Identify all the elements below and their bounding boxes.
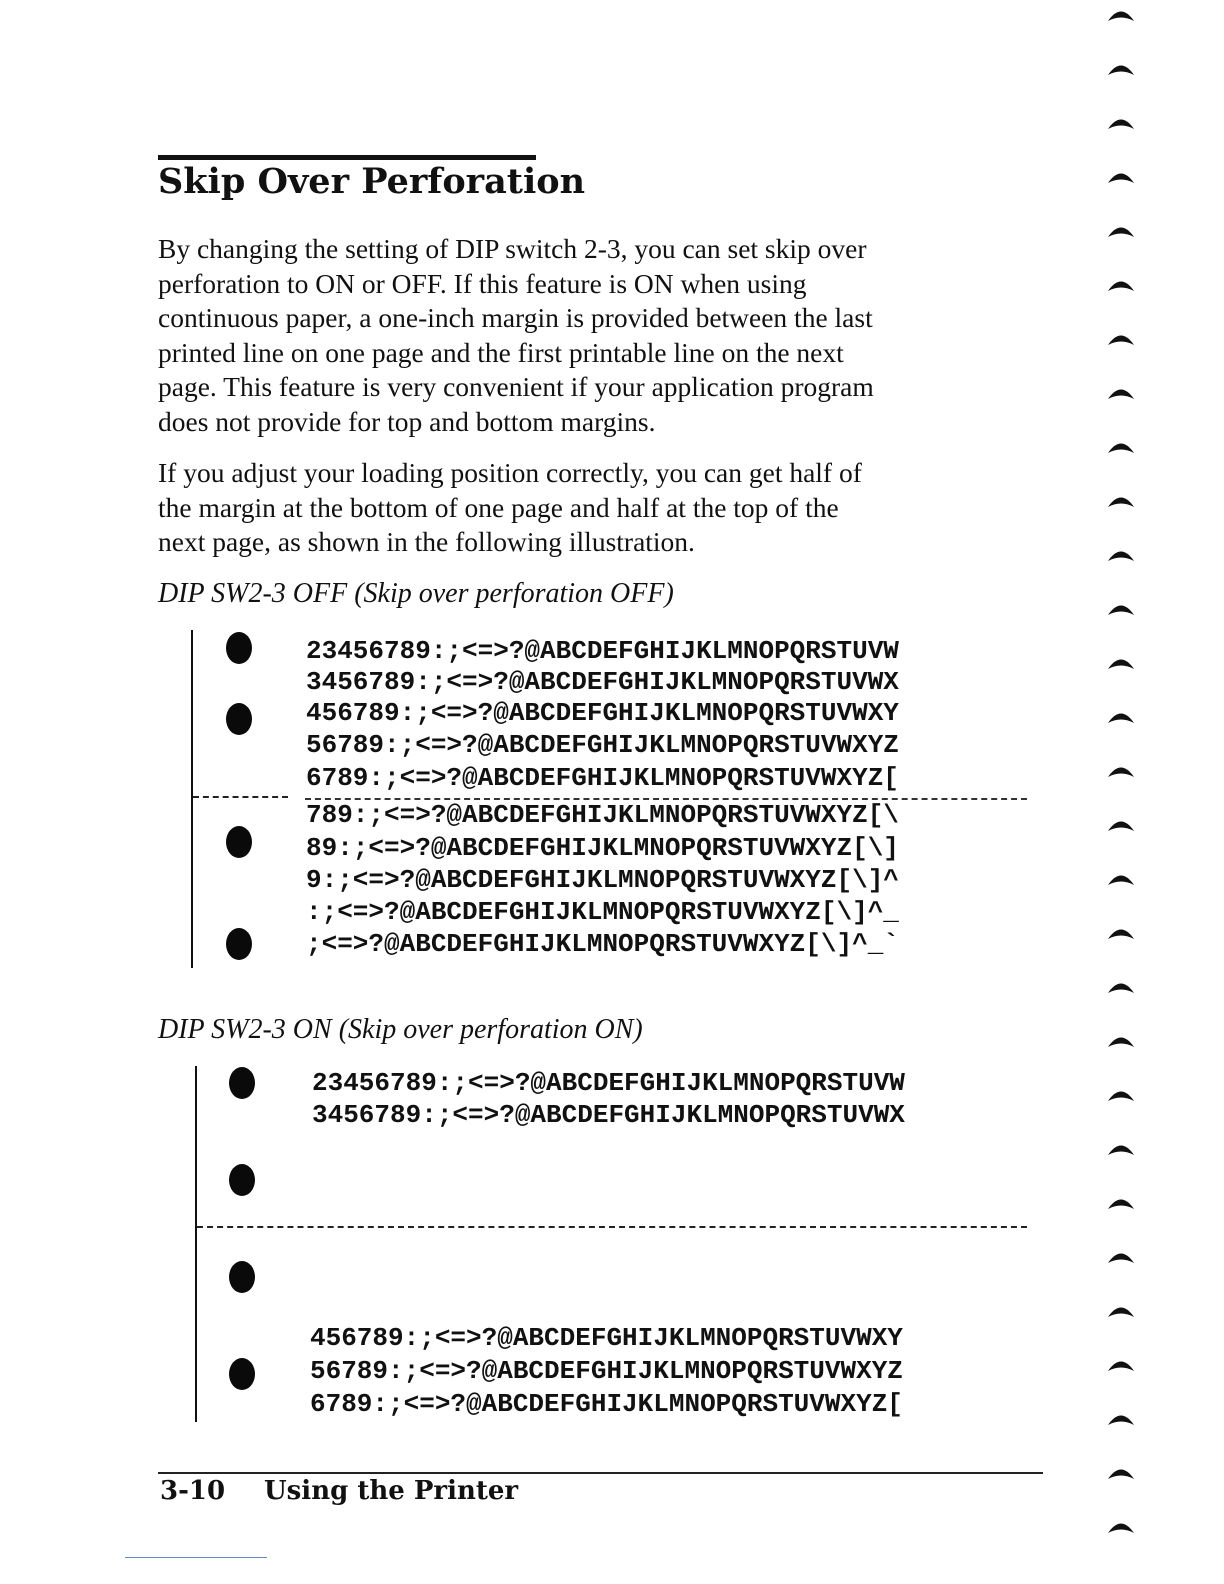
paragraph-loading-position: [158, 456, 1028, 560]
binding-hole-icon: [1106, 1302, 1136, 1320]
binding-hole-icon: [1106, 978, 1136, 996]
print-sample-line: 89:;<=>?@ABCDEFGHIJKLMNOPQRSTUVWXYZ[\]: [306, 833, 899, 863]
scan-artifact-line: [125, 1557, 267, 1558]
binding-hole-icon: [1106, 870, 1136, 888]
binding-hole-icon: [1106, 438, 1136, 456]
binding-hole-icon: [1106, 1356, 1136, 1374]
tractor-hole-icon: [226, 703, 252, 735]
binding-hole-icon: [1106, 816, 1136, 834]
print-sample-line: 56789:;<=>?@ABCDEFGHIJKLMNOPQRSTUVWXYZ: [310, 1356, 903, 1386]
paragraph-line: continuous paper, a one-inch margin is provided between the last: [158, 302, 873, 333]
print-sample-line: 23456789:;<=>?@ABCDEFGHIJKLMNOPQRSTUVW: [312, 1068, 905, 1098]
tractor-hole-icon: [226, 632, 252, 664]
binding-hole-icon: [1106, 60, 1136, 78]
binding-hole-icon: [1106, 1248, 1136, 1266]
paragraph-line: the margin at the bottom of one page and half at the top of the: [158, 491, 839, 523]
binding-hole-icon: [1106, 1518, 1136, 1536]
figure-caption-on: DIP SW2-3 ON (Skip over perforation ON): [158, 1014, 643, 1045]
paragraph-dip-switch: [158, 232, 1028, 439]
binding-hole-icon: [1106, 708, 1136, 726]
binding-hole-icon: [1106, 654, 1136, 672]
page-footer: [160, 1474, 518, 1508]
binding-hole-icon: [1106, 1086, 1136, 1104]
binding-hole-icon: [1106, 762, 1136, 780]
page-number: 3-10: [160, 1476, 226, 1506]
print-sample-line: ;<=>?@ABCDEFGHIJKLMNOPQRSTUVWXYZ[\]^_`: [306, 929, 899, 959]
print-sample-line: 6789:;<=>?@ABCDEFGHIJKLMNOPQRSTUVWXYZ[: [310, 1389, 903, 1419]
binding-hole-icon: [1106, 600, 1136, 618]
paragraph-line: By changing the setting of DIP switch 2-3, you can set skip over: [158, 233, 867, 264]
paragraph-line: does not provide for top and bottom margins.: [158, 405, 656, 437]
tractor-hole-icon: [226, 928, 252, 960]
binding-hole-icon: [1106, 1464, 1136, 1482]
print-sample-line: 3456789:;<=>?@ABCDEFGHIJKLMNOPQRSTUVWX: [306, 667, 899, 697]
print-sample-line: 9:;<=>?@ABCDEFGHIJKLMNOPQRSTUVWXYZ[\]^: [306, 865, 899, 895]
print-sample-line: 456789:;<=>?@ABCDEFGHIJKLMNOPQRSTUVWXY: [306, 698, 899, 728]
paragraph-line: If you adjust your loading position correctly, you can get half of: [158, 457, 862, 488]
tractor-hole-icon: [229, 1067, 255, 1099]
tractor-hole-icon: [229, 1358, 255, 1390]
print-sample-line: :;<=>?@ABCDEFGHIJKLMNOPQRSTUVWXYZ[\]^_: [306, 897, 899, 927]
figure-caption-off: DIP SW2-3 OFF (Skip over perforation OFF): [158, 578, 674, 609]
paragraph-line: perforation to ON or OFF. If this feature is ON when using: [158, 267, 807, 299]
binding-hole-icon: [1106, 114, 1136, 132]
binding-hole-icon: [1106, 1032, 1136, 1050]
print-sample-line: 456789:;<=>?@ABCDEFGHIJKLMNOPQRSTUVWXY: [310, 1323, 903, 1353]
tractor-hole-icon: [226, 826, 252, 858]
paper-edge-line: [191, 630, 193, 968]
binding-hole-icon: [1106, 222, 1136, 240]
tractor-hole-icon: [229, 1164, 255, 1196]
binding-hole-icon: [1106, 924, 1136, 942]
print-sample-line: 56789:;<=>?@ABCDEFGHIJKLMNOPQRSTUVWXYZ: [306, 730, 899, 760]
print-sample-line: 23456789:;<=>?@ABCDEFGHIJKLMNOPQRSTUVW: [306, 636, 899, 666]
print-sample-line: 789:;<=>?@ABCDEFGHIJKLMNOPQRSTUVWXYZ[\: [306, 800, 899, 830]
binding-hole-icon: [1106, 6, 1136, 24]
tractor-hole-icon: [229, 1261, 255, 1293]
paper-edge-line: [195, 1066, 197, 1422]
binding-hole-icon: [1106, 276, 1136, 294]
section-title: Skip Over Perforation: [158, 161, 586, 202]
binding-hole-icon: [1106, 1410, 1136, 1428]
binding-hole-icon: [1106, 330, 1136, 348]
paragraph-line: printed line on one page and the first printable line on the next: [158, 336, 844, 368]
chapter-title: Using the Printer: [264, 1476, 519, 1506]
binding-hole-icon: [1106, 1194, 1136, 1212]
print-sample-line: 6789:;<=>?@ABCDEFGHIJKLMNOPQRSTUVWXYZ[: [306, 763, 899, 793]
binding-hole-icon: [1106, 546, 1136, 564]
binding-hole-icon: [1106, 1140, 1136, 1158]
binding-hole-icon: [1106, 384, 1136, 402]
perforation-line: [197, 1226, 1027, 1228]
print-sample-line: 3456789:;<=>?@ABCDEFGHIJKLMNOPQRSTUVWX: [312, 1100, 905, 1130]
perforation-line: [193, 796, 288, 798]
paragraph-line: next page, as shown in the following illustration.: [158, 526, 695, 557]
paragraph-line: page. This feature is very convenient if your application program: [158, 371, 874, 402]
binding-hole-icon: [1106, 492, 1136, 510]
binding-hole-icon: [1106, 168, 1136, 186]
